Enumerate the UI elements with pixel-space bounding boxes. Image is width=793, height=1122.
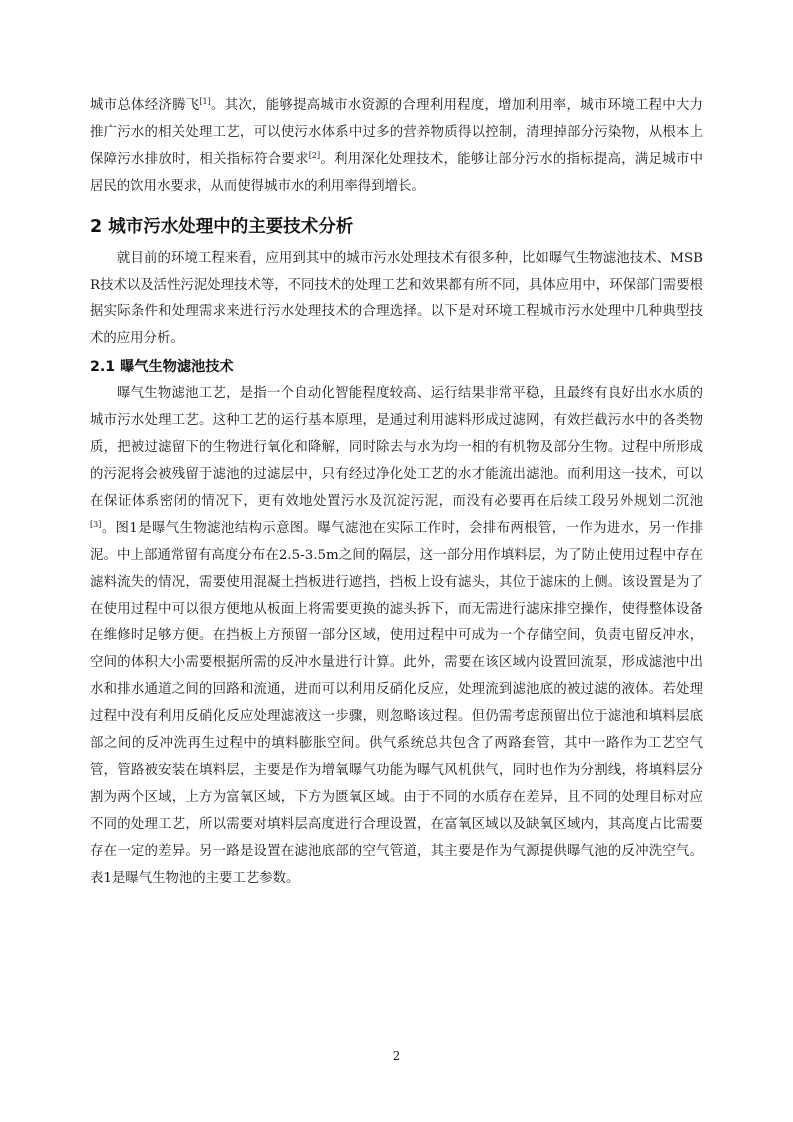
page-number: 2 xyxy=(392,1049,401,1063)
text-run: 城市总体经济腾飞 xyxy=(90,98,200,113)
text-run: 曝气生物滤池工艺，是指一个自动化智能程度较高、运行结果非常平稳，且最终有良好出水水质的城市污水处理工艺。这种工艺的运行基本原理，是通过利用滤料形成过滤网，有效拦截污水中的各类物质，把被过滤留下的生物进行氧化和降解，同时除去与水为均一相的有机物及部分生物。过程中所形成的污泥将会被残留于滤池的过滤层中，只有经过净化处工艺的水才能流出滤池。而利用这一技术，可以在保证体系密闭的情况下，更有效地处置污水及沉淀污泥，而没有必要再在后续工段另外规划二沉池 xyxy=(90,386,703,509)
citation-ref: [2] xyxy=(308,150,321,160)
section-heading: 2 城市污水处理中的主要技术分析 xyxy=(90,216,354,237)
body-paragraph-continued xyxy=(90,93,703,201)
text-run: 。图1是曝气生物滤池结构示意图。曝气滤池在实际工作时，会排布两根管，一作为进水，另一作排泥。中上部通常留有高度分布在2.5-3.5m之间的隔层，这一部分用作填料层，为了防止使用过程中存在滤料流失的情况，需要使用混凝土挡板进行遮挡，挡板上设有滤头，其位于滤床的上侧。该设置是为了在使用过程中可以很方便地从板面上将需要更换的滤头拆下，而无需进行滤床排空操作，使得整体设备在维修时足够方便。在挡板上方预留一部分区域，使用过程中可成为一个存储空间，负责屯留反冲水，空间的体积大小需要根据所需的反冲水量进行计算。此外，需要在该区域内设置回流泵，形成滤池中出水和排水通道之间的回路和流通，进而可以利用反硝化反应，处理流到滤池底的被过滤的液体。若处理过程中没有利用反硝化反应处理滤液这一步骤，则忽略该过程。但仍需考虑预留出位于滤池和填料层底部之间的反冲洗再生过程中的填料膨胀空间。供气系统总共包含了两路套管，其中一路作为工艺空气管，管路被安装在填料层，主要是作为增氧曝气功能为曝气风机供气，同时也作为分割线，将填料层分割为两个区域，上方为富氧区域，下方为匮氧区域。由于不同的水质存在差异，且不同的处理目标对应不同的处理工艺，所以需要对填料层高度进行合理设置，在富氧区域以及缺氧区域内，其高度占比需要存在一定的差异。另一路是设置在滤池底部的空气管道，其主要是作为气源提供曝气池的反冲洗空气。表1是曝气生物池的主要工艺参数。 xyxy=(90,520,703,886)
body-paragraph xyxy=(90,381,703,892)
text-run: 。其次，能够提高城市水资源的合理利用程度，增加利用率，城市环境工程中大力推广污水的相关处理工艺，可以使污水体系中过多的营养物质得以控制，清理掉部分污染物，从根本上保障污水排放时，相关指标符合要求 xyxy=(90,98,704,167)
citation-ref: [1] xyxy=(199,97,211,106)
citation-ref: [3] xyxy=(90,519,102,529)
text-run: 。利用深化处理技术，能够让部分污水的指标提高，满足城市中居民的饮用水要求，从而使得城市水的利用率得到增长。 xyxy=(90,151,704,194)
page-content xyxy=(90,93,703,892)
subsection-heading: 2.1 曝气生物滤池技术 xyxy=(90,359,234,376)
body-paragraph: 就目前的环境工程来看，应用到其中的城市污水处理技术有很多种，比如曝气生物滤池技术、MSBR技术以及活性污泥处理技术等，不同技术的处理工艺和效果都有所不同，具体应用中，环保部门需要根据实际条件和处理需求来进行污水处理技术的合理选择。以下是对环境工程城市污水处理中几种典型技术的应用分析。 xyxy=(90,250,703,347)
